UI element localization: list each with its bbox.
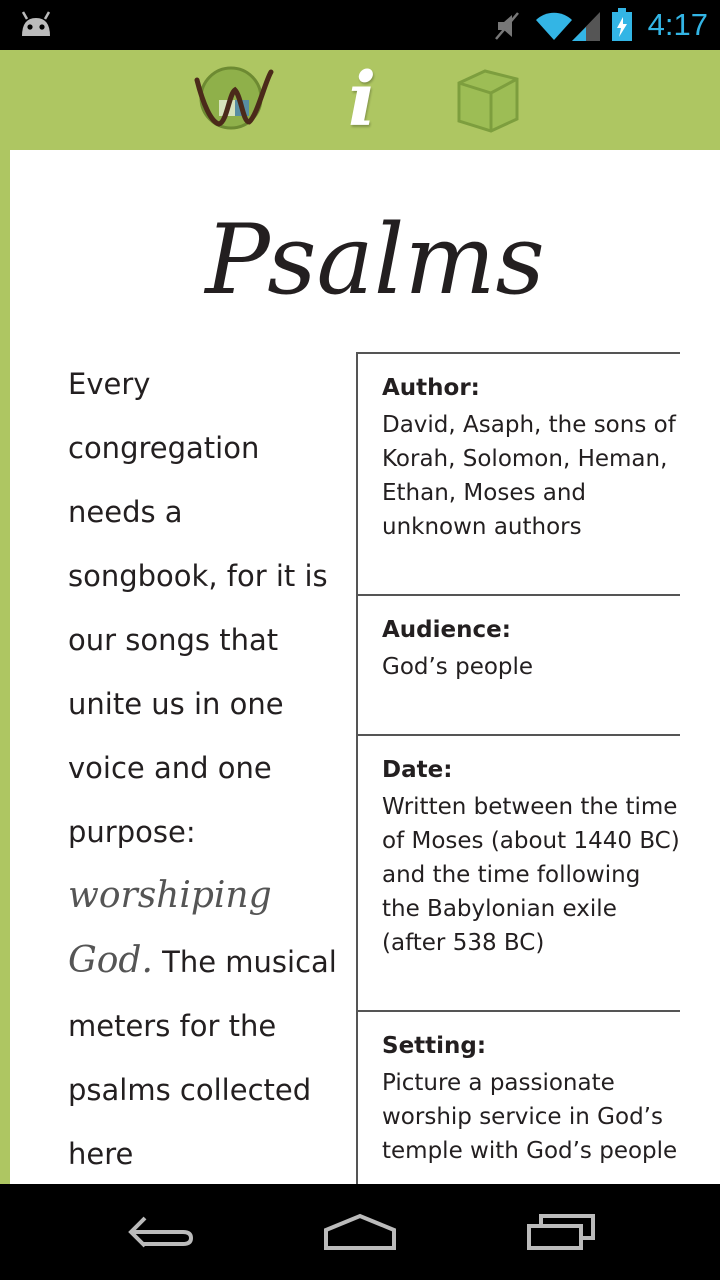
- battery-icon: [611, 8, 633, 42]
- date-label: Date:: [382, 757, 453, 783]
- cube-button[interactable]: [446, 50, 530, 150]
- intro-text-after: The musical meters for the psalms collected here: [68, 945, 337, 1171]
- book-info-page[interactable]: [10, 150, 720, 1184]
- setting-label: Setting:: [382, 1033, 487, 1059]
- intro-emphasis: worshiping God.: [68, 875, 272, 981]
- home-icon: [322, 1212, 398, 1252]
- setting-value: Picture a passionate worship service in God’s temple with God’s people: [382, 1070, 678, 1164]
- author-label: Author:: [382, 375, 480, 401]
- top-toolbar: [0, 50, 720, 150]
- audience-cell: [358, 596, 680, 736]
- date-cell: [358, 736, 680, 1012]
- mute-icon: [492, 10, 522, 42]
- status-clock: 4:17: [647, 7, 708, 42]
- status-bar: [0, 0, 720, 50]
- info-button[interactable]: [322, 50, 402, 150]
- recent-apps-button[interactable]: [512, 1184, 612, 1280]
- home-button[interactable]: [310, 1184, 410, 1280]
- wordsearch-button[interactable]: [188, 50, 278, 150]
- content-frame: [0, 150, 720, 1184]
- back-icon: [125, 1212, 195, 1252]
- book-title: Psalms: [205, 204, 545, 316]
- book-info-table: [356, 352, 680, 1184]
- author-cell: [358, 354, 680, 596]
- intro-text-before: Every congregation needs a songbook, for it is our songs that unite us in one voice and one purpose:: [68, 367, 328, 849]
- setting-cell: [358, 1012, 680, 1184]
- signal-icon: [572, 8, 602, 42]
- date-value: Written between the time of Moses (about 1440 BC) and the time following the Babylonian exile (after 538 BC): [382, 794, 680, 956]
- wordsearch-icon: [191, 64, 275, 136]
- navigation-bar: [0, 1184, 720, 1280]
- recent-apps-icon: [525, 1212, 599, 1252]
- android-icon: [18, 10, 54, 38]
- cube-icon: [453, 65, 523, 135]
- audience-label: Audience:: [382, 617, 511, 643]
- wifi-icon: [534, 8, 574, 42]
- back-button[interactable]: [110, 1184, 210, 1280]
- info-icon: i: [347, 57, 377, 143]
- audience-value: God’s people: [382, 654, 534, 680]
- intro-paragraph: [68, 352, 338, 1184]
- author-value: David, Asaph, the sons of Korah, Solomon, Heman, Ethan, Moses and unknown authors: [382, 412, 676, 540]
